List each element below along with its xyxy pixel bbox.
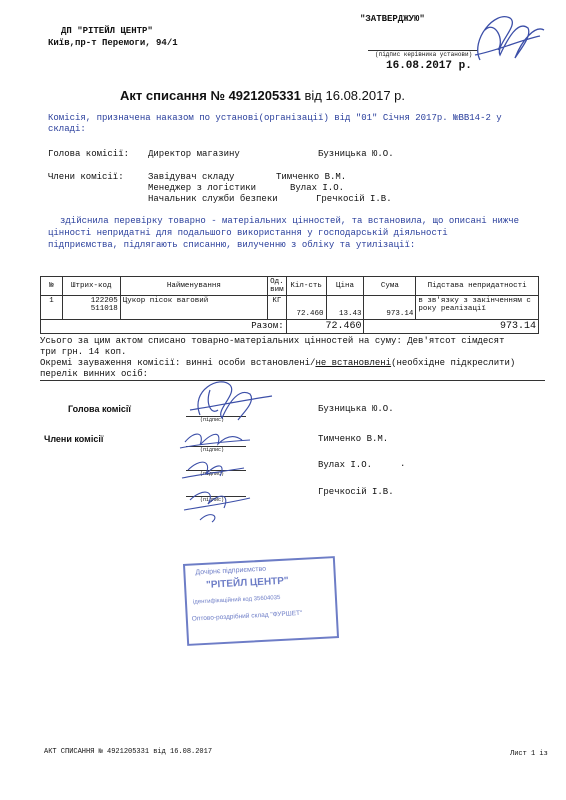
signature-caption: (підпис) (200, 447, 225, 453)
cell-barcode (62, 296, 120, 320)
col-header-sum: Сума (364, 277, 416, 296)
col-header-unit: Од. вим (268, 277, 287, 296)
summary-line-2: три грн. 14 коп. (40, 347, 127, 357)
footer-page: Лист 1 із (510, 750, 548, 758)
cell-sum: 973.14 (364, 296, 416, 320)
col-header-no: № (41, 277, 63, 296)
items-table (40, 276, 539, 334)
member-name: Тимченко В.М. (276, 172, 347, 182)
total-qty: 72.460 (286, 320, 364, 334)
summary-line-1: Усього за цим актом списано товарно-матеріальних цінностей на суму: Дев'ятсот сімдесят (40, 336, 505, 346)
head-label: Голова комісії: (48, 149, 130, 159)
member-position: Начальник служби безпеки (148, 194, 278, 204)
total-sum: 973.14 (364, 320, 539, 334)
reason-part-1: в зв'язку з закінченням с (418, 297, 531, 305)
remarks-established: Окремі зауваження комісії: винні особи встановлені/ (40, 358, 316, 368)
cell-unit: КГ (268, 296, 287, 320)
signatory-name: Вулах І.О. (318, 460, 373, 470)
org-address: Київ,пр-т Перемоги, 94/1 (48, 38, 178, 48)
document-title (120, 88, 405, 103)
title-main: Акт списання № 4921205331 (120, 88, 301, 103)
summary-line-4: перелік винних осіб: (40, 369, 149, 379)
signatory-name: Тимченко В.М. (318, 434, 389, 444)
member-name: Гречкосій І.В. (316, 194, 392, 204)
signature-caption: (підпис) (200, 417, 225, 423)
signatory-name: Гречкосій І.В. (318, 487, 394, 497)
title-date: від 16.08.2017 р. (304, 88, 406, 103)
signature-caption: (підпис) (200, 497, 225, 503)
cell-no: 1 (41, 296, 63, 320)
footer-doc-ref: АКТ СПИСАННЯ № 4921205331 від 16.08.2017 (44, 748, 213, 756)
stamp-line-2: "РІТЕЙЛ ЦЕНТР" (205, 575, 289, 591)
signature-caption: (підпис) (200, 471, 225, 477)
company-stamp (183, 556, 339, 646)
head-position: Директор магазину (148, 149, 240, 159)
dot-mark: · (400, 461, 406, 471)
commission-signatures (160, 370, 290, 530)
approve-label: "ЗАТВЕРДЖУЮ" (360, 14, 425, 24)
stamp-line-4: Оптово-роздрібний склад "ФУРШЕТ" (191, 609, 303, 623)
approve-date: 16.08.2017 р. (386, 60, 472, 72)
total-label: Разом: (41, 320, 287, 334)
body-line-2: цінності непридатні для подальшого використання у господарській діяльності (48, 228, 448, 238)
signatory-name: Бузницька Ю.О. (318, 404, 394, 414)
org-name: ДП "РІТЕЙЛ ЦЕНТР" (61, 26, 153, 36)
table-row (41, 296, 539, 320)
signature-members-label: Члени комісії (44, 434, 104, 444)
col-header-price: Ціна (326, 277, 364, 296)
col-header-name: Найменування (120, 277, 267, 296)
body-line-1: здійснила перевірку товарно - матеріальних цінностей, та встановила, що описані нижче (60, 216, 520, 226)
member-position: Менеджер з логістики (148, 183, 257, 193)
barcode-part-2: 511018 (90, 305, 118, 313)
approve-caption: (підпис керівника установи) (375, 51, 473, 58)
cell-name: Цукор пісок ваговий (120, 296, 267, 320)
intro-line-1: Комісія, призначена наказом по установі(організації) від "01" Січня 2017р. №ВВ14-2 у (48, 113, 502, 123)
intro-line-2: складі: (48, 124, 86, 134)
remarks-not-established: не встановлені (315, 358, 392, 368)
barcode-part-1: 122205 (90, 297, 118, 305)
signature-head-label: Голова комісії (68, 404, 131, 414)
stamp-line-3: ідентифікаційний код 35604035 (192, 594, 281, 606)
head-name: Бузницька Ю.О. (318, 149, 394, 159)
member-name: Вулах І.О. (290, 183, 345, 193)
guilty-persons-line (40, 380, 545, 381)
summary-line-3 (40, 358, 515, 368)
stamp-line-1: Дочірнє підприємство (195, 565, 267, 577)
members-label: Члени комісії: (48, 172, 124, 182)
body-line-3: підприємства, підлягають списанню, вилученню з обліку та утилізації: (48, 240, 416, 250)
cell-price: 13.43 (326, 296, 364, 320)
reason-part-2: року реалізації (418, 305, 486, 313)
col-header-reason: Підстава непридатності (416, 277, 539, 296)
cell-qty: 72.460 (286, 296, 326, 320)
table-header-row (41, 277, 539, 296)
table-total-row (41, 320, 539, 334)
member-position: Завідувач складу (148, 172, 235, 182)
col-header-barcode: Штрих-код (62, 277, 120, 296)
remarks-hint: (необхідне підкреслити) (391, 358, 516, 368)
director-signature (440, 0, 550, 70)
col-header-qty: Кіл-сть (286, 277, 326, 296)
cell-reason (416, 296, 539, 320)
